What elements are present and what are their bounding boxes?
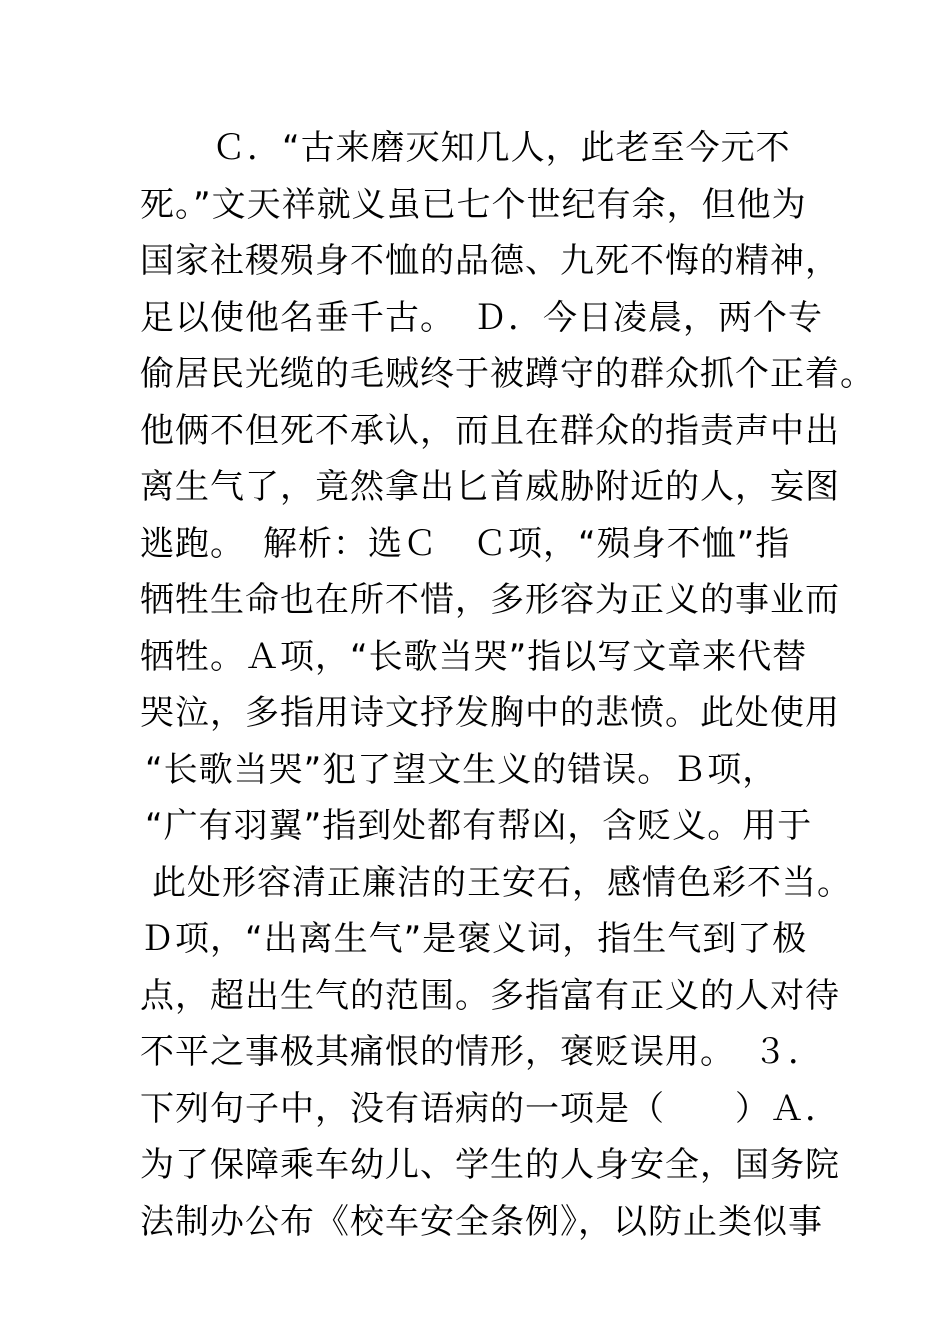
text-line-4: 足以使他名垂千古。 Ｄ．今日凌晨，两个专 xyxy=(140,297,823,338)
text-line-6: 他俩不但死不承认，而且在群众的指责声中出 xyxy=(140,410,840,451)
text-line-10: 牺牲。Ａ项，“长歌当哭”指以写文章来代替 xyxy=(140,636,808,677)
text-line-8: 逃跑。 解析：选Ｃ Ｃ项，“殒身不恤”指 xyxy=(140,523,791,564)
text-line-12: “长歌当哭”犯了望文生义的错误。Ｂ项， xyxy=(145,749,778,790)
text-line-19: 为了保障乘车幼儿、学生的人身安全，国务院 xyxy=(140,1145,840,1185)
text-line-20: 法制办公布《校车安全条例》，以防止类似事 xyxy=(140,1201,823,1242)
text-line-15: Ｄ项，“出离生气”是褒义词，指生气到了极 xyxy=(140,919,808,959)
text-line-2: 死。”文天祥就义虽已七个世纪有余，但他为 xyxy=(140,184,807,225)
text-line-16: 点，超出生气的范围。多指富有正义的人对待 xyxy=(140,975,840,1016)
text-line-1: Ｃ．“古来磨灭知几人，此老至今元不 xyxy=(212,128,791,168)
text-line-5: 偷居民光缆的毛贼终于被蹲守的群众抓个正着。 xyxy=(140,354,875,394)
body-text xyxy=(0,120,950,1250)
text-line-9: 牺牲生命也在所不惜，多形容为正义的事业而 xyxy=(140,580,840,620)
text-line-11: 哭泣，多指用诗文抒发胸中的悲愤。此处使用 xyxy=(140,693,840,733)
text-line-17: 不平之事极其痛恨的情形，褒贬误用。 ３． xyxy=(140,1032,823,1072)
text-line-18: 下列句子中，没有语病的一项是（ ）Ａ． xyxy=(140,1088,840,1129)
text-line-7: 离生气了，竟然拿出匕首威胁附近的人，妄图 xyxy=(140,467,840,507)
text-line-3: 国家社稷殒身不恤的品德、九死不悔的精神， xyxy=(140,241,840,281)
text-line-14: 此处形容清正廉洁的王安石，感情色彩不当。 xyxy=(152,862,852,903)
text-line-13: “广有羽翼”指到处都有帮凶，含贬义。用于 xyxy=(145,806,813,846)
